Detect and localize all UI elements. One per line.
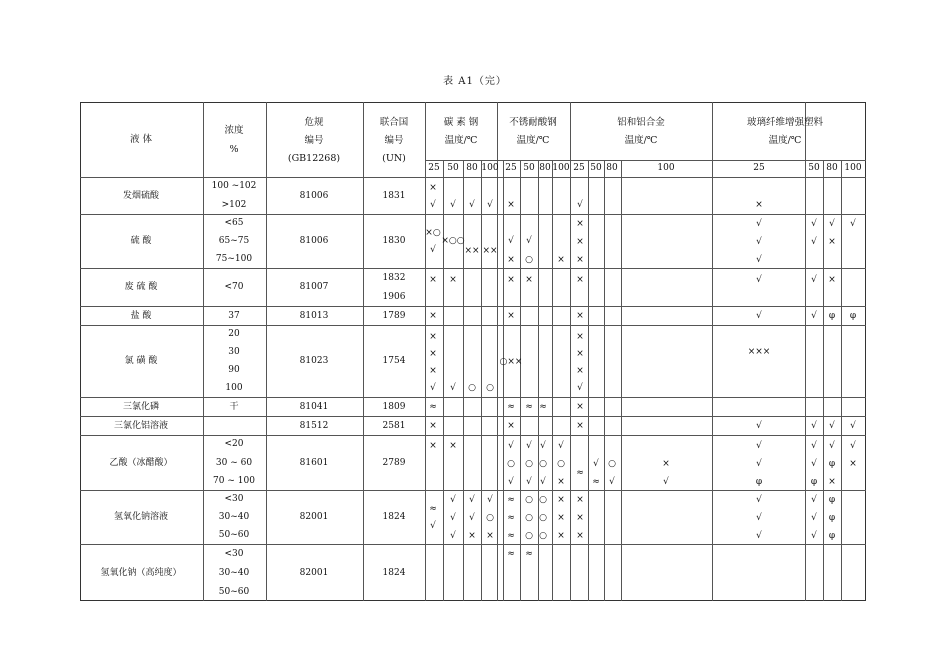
resistance-mark: √: [430, 383, 436, 393]
row-un-number: 1754: [382, 356, 406, 366]
resistance-mark: ○: [507, 459, 515, 469]
resistance-mark: ×: [429, 275, 437, 285]
row-concentration: 90: [228, 365, 240, 375]
resistance-mark: √: [756, 531, 762, 541]
row-liquid-name: 氢氧化钠（高纯度）: [100, 567, 182, 578]
temp-column-divider: [503, 160, 504, 601]
header-stainless-steel: 不锈耐酸钢: [509, 117, 557, 128]
resistance-mark: ≈: [507, 402, 515, 412]
resistance-mark: √: [829, 219, 835, 229]
row-liquid-name: 乙酸（冰醋酸）: [109, 457, 173, 468]
resistance-mark: ××: [464, 246, 480, 256]
header-un-number: 联合国: [379, 117, 409, 128]
resistance-mark: √: [540, 477, 546, 487]
row-concentration: 37: [228, 310, 240, 321]
row-concentration: 30: [228, 347, 240, 357]
row-divider: [80, 544, 866, 545]
row-concentration: 100 ~102: [211, 181, 257, 192]
resistance-mark: √: [811, 219, 817, 229]
resistance-mark: ×: [576, 495, 584, 505]
row-un-number: 2789: [382, 457, 406, 468]
resistance-mark: √: [526, 477, 532, 487]
resistance-mark: √: [811, 531, 817, 541]
resistance-mark: ×: [525, 275, 533, 285]
row-danger-code: 81512: [299, 420, 329, 431]
resistance-mark: √: [508, 236, 514, 246]
temp-header-frp: 25: [753, 163, 765, 173]
row-concentration: 30~40: [218, 567, 250, 578]
temp-column-divider: [520, 160, 521, 601]
header-un-number: (UN): [382, 153, 406, 164]
row-divider: [80, 397, 866, 398]
row-danger-code: 81023: [299, 356, 329, 366]
resistance-mark: √: [811, 311, 817, 321]
temp-header-aluminum: 50: [590, 163, 602, 173]
resistance-mark: √: [577, 383, 583, 393]
resistance-mark: ×: [557, 513, 565, 523]
resistance-mark: √: [756, 495, 762, 505]
row-concentration: <65: [224, 218, 244, 228]
resistance-mark: ≈: [429, 402, 437, 412]
row-un-number: 1809: [382, 401, 406, 412]
resistance-mark: √: [526, 441, 532, 451]
resistance-mark: √: [577, 200, 583, 210]
resistance-mark: √: [450, 383, 456, 393]
resistance-mark: φ: [828, 531, 836, 541]
resistance-mark: φ: [828, 459, 836, 469]
temp-column-divider: [823, 160, 824, 601]
row-divider: [80, 325, 866, 326]
resistance-mark: √: [756, 237, 762, 247]
resistance-mark: √: [430, 245, 436, 255]
resistance-mark: ○: [608, 459, 616, 469]
temp-header-carbon_steel: 100: [481, 163, 499, 173]
row-liquid-name: 盐 酸: [130, 310, 152, 321]
header-danger-code: 危规: [304, 117, 324, 128]
resistance-mark: ×: [507, 275, 515, 285]
resistance-mark: √: [450, 531, 456, 541]
resistance-mark: √: [756, 459, 762, 469]
resistance-mark: ×: [662, 459, 670, 469]
header-danger-code: 编号: [304, 135, 324, 146]
resistance-mark: ×: [507, 311, 515, 321]
resistance-mark: √: [430, 200, 436, 210]
row-concentration: >102: [221, 199, 247, 210]
resistance-mark: √: [526, 236, 532, 246]
resistance-mark: ○: [539, 459, 547, 469]
resistance-mark: ≈: [507, 531, 515, 541]
resistance-mark: √: [756, 311, 762, 321]
row-liquid-name: 废 硫 酸: [124, 282, 158, 292]
resistance-mark: ○: [539, 531, 547, 541]
resistance-mark: ○: [486, 513, 494, 523]
temp-column-divider: [481, 160, 482, 601]
resistance-mark: ×: [468, 531, 476, 541]
resistance-mark: ×: [486, 531, 494, 541]
resistance-mark: √: [756, 513, 762, 523]
temp-header-carbon_steel: 50: [447, 163, 459, 173]
header-stainless-steel-temp: 温度/℃: [516, 135, 550, 146]
resistance-mark: √: [850, 441, 856, 451]
resistance-mark: √: [811, 513, 817, 523]
row-concentration: 20: [228, 329, 240, 339]
row-un-number: 1789: [382, 310, 406, 321]
row-un-number: 1906: [382, 291, 406, 302]
resistance-mark: ×: [576, 255, 584, 265]
header-carbon-steel-temp: 温度/℃: [444, 135, 478, 146]
resistance-mark: ×××: [747, 347, 771, 357]
header-liquid: 液 体: [129, 134, 153, 145]
row-divider: [80, 435, 866, 436]
resistance-mark: √: [609, 477, 615, 487]
row-un-number: 1824: [382, 512, 406, 522]
header-aluminum-temp: 温度/℃: [624, 135, 658, 146]
temp-column-divider: [443, 160, 444, 601]
row-danger-code: 81013: [299, 310, 329, 321]
temp-header-stainless: 50: [523, 163, 535, 173]
row-divider: [80, 490, 866, 491]
resistance-mark: ×: [576, 366, 584, 376]
resistance-mark: √: [756, 219, 762, 229]
resistance-mark: ×: [828, 275, 836, 285]
header-bottom-rule: [80, 177, 866, 178]
temp-header-stainless: 80: [539, 163, 551, 173]
resistance-mark: ×: [429, 183, 437, 193]
resistance-mark: ×: [429, 311, 437, 321]
resistance-mark: ×: [576, 349, 584, 359]
row-un-number: 1832: [382, 272, 406, 283]
resistance-mark: ≈: [576, 468, 584, 478]
resistance-mark: √: [487, 495, 493, 505]
resistance-mark: ×: [449, 441, 457, 451]
temp-column-divider: [588, 160, 589, 601]
row-concentration: 干: [229, 401, 239, 412]
resistance-mark: ×: [429, 332, 437, 342]
row-concentration: 70 ~ 100: [213, 475, 255, 486]
resistance-mark: ×: [576, 219, 584, 229]
resistance-mark: ○: [525, 495, 533, 505]
resistance-mark: √: [811, 459, 817, 469]
resistance-mark: ×: [576, 332, 584, 342]
resistance-mark: √: [811, 275, 817, 285]
resistance-mark: ○: [486, 383, 494, 393]
resistance-mark: ≈: [429, 504, 437, 514]
resistance-mark: ×○○: [441, 236, 465, 246]
row-concentration: <30: [224, 548, 244, 559]
table-caption: 表 A1（完）: [443, 76, 507, 87]
resistance-mark: √: [756, 421, 762, 431]
resistance-mark: ×: [507, 421, 515, 431]
header-carbon-steel: 碳 素 钢: [443, 117, 479, 128]
header-frp-temp: 温度/℃: [768, 135, 802, 146]
resistance-mark: ○: [525, 531, 533, 541]
row-liquid-name: 氢氧化钠溶液: [113, 512, 169, 522]
temp-column-divider: [552, 160, 553, 601]
resistance-mark: ×: [429, 441, 437, 451]
resistance-mark: ○××: [499, 357, 523, 367]
row-danger-code: 81041: [299, 401, 329, 412]
resistance-mark: √: [487, 200, 493, 210]
resistance-mark: ≈: [507, 513, 515, 523]
resistance-mark: √: [811, 441, 817, 451]
resistance-mark: ×: [429, 366, 437, 376]
resistance-mark: √: [850, 421, 856, 431]
row-concentration: <70: [224, 282, 244, 292]
resistance-mark: √: [756, 275, 762, 285]
row-danger-code: 81601: [299, 457, 329, 468]
header-danger-code: (GB12268): [287, 153, 341, 164]
row-un-number: 1831: [382, 190, 406, 201]
resistance-mark: √: [593, 459, 599, 469]
row-liquid-name: 氯 磺 酸: [124, 356, 158, 366]
resistance-mark: ×: [828, 237, 836, 247]
resistance-mark: ×: [557, 531, 565, 541]
resistance-mark: ×: [557, 255, 565, 265]
resistance-mark: √: [469, 513, 475, 523]
row-concentration: 50~60: [218, 586, 250, 597]
resistance-mark: ○: [539, 495, 547, 505]
row-divider: [80, 416, 866, 417]
header-aluminum: 铝和铝合金: [617, 117, 665, 128]
temp-header-aluminum: 80: [606, 163, 618, 173]
resistance-mark: ×: [557, 477, 565, 487]
row-un-number: 1824: [382, 567, 406, 578]
resistance-mark: ×: [849, 459, 857, 469]
header-concentration: 浓度: [224, 125, 244, 136]
temp-column-divider: [604, 160, 605, 601]
resistance-mark: ×: [755, 200, 763, 210]
temp-header-carbon_steel: 80: [466, 163, 478, 173]
row-concentration: 50~60: [218, 530, 250, 540]
resistance-mark: √: [663, 477, 669, 487]
row-divider: [80, 268, 866, 269]
resistance-mark: φ: [755, 477, 763, 487]
resistance-mark: ○: [525, 255, 533, 265]
resistance-mark: √: [540, 441, 546, 451]
row-danger-code: 81007: [299, 282, 329, 292]
row-danger-code: 82001: [299, 512, 329, 522]
temp-header-stainless: 100: [552, 163, 570, 173]
row-concentration: 30 ~ 60: [215, 457, 253, 468]
temp-header-frp: 50: [808, 163, 820, 173]
resistance-mark: ×: [507, 200, 515, 210]
resistance-mark: ×: [429, 421, 437, 431]
temp-header-aluminum: 25: [573, 163, 585, 173]
resistance-mark: ≈: [507, 549, 515, 559]
resistance-mark: √: [450, 200, 456, 210]
resistance-mark: ×: [576, 513, 584, 523]
resistance-mark: ○: [557, 459, 565, 469]
resistance-mark: ≈: [539, 402, 547, 412]
resistance-mark: ×: [576, 311, 584, 321]
header-un-number: 编号: [384, 135, 404, 146]
resistance-mark: ×: [429, 349, 437, 359]
resistance-mark: ×: [828, 477, 836, 487]
resistance-mark: φ: [828, 311, 836, 321]
resistance-mark: ×: [576, 237, 584, 247]
resistance-mark: ×: [557, 495, 565, 505]
resistance-mark: ×: [507, 255, 515, 265]
resistance-mark: ×: [576, 402, 584, 412]
header-frp: 玻璃纤维增强塑料: [746, 117, 824, 128]
resistance-mark: √: [811, 237, 817, 247]
resistance-mark: √: [430, 521, 436, 531]
resistance-mark: √: [829, 441, 835, 451]
resistance-mark: ×: [576, 421, 584, 431]
temp-header-frp: 100: [844, 163, 862, 173]
resistance-mark: √: [450, 495, 456, 505]
row-liquid-name: 硫 酸: [130, 236, 152, 246]
resistance-mark: √: [508, 441, 514, 451]
row-concentration: 65~75: [218, 236, 250, 246]
resistance-mark: √: [469, 495, 475, 505]
resistance-mark: φ: [828, 513, 836, 523]
resistance-mark: φ: [849, 311, 857, 321]
row-liquid-name: 三氯化铝溶液: [113, 420, 169, 431]
row-concentration: 30~40: [218, 512, 250, 522]
subheader-divider: [425, 160, 866, 161]
resistance-mark: √: [558, 441, 564, 451]
row-concentration: 75~100: [215, 254, 253, 264]
resistance-mark: ×: [576, 531, 584, 541]
resistance-mark: √: [850, 219, 856, 229]
row-divider: [80, 214, 866, 215]
row-danger-code: 81006: [299, 236, 329, 246]
resistance-mark: √: [811, 421, 817, 431]
row-concentration: 100: [225, 383, 243, 393]
resistance-mark: φ: [810, 477, 818, 487]
resistance-mark: ×○: [425, 228, 441, 238]
resistance-mark: ○: [525, 513, 533, 523]
resistance-mark: ≈: [525, 402, 533, 412]
temp-column-divider: [463, 160, 464, 601]
resistance-mark: ×: [576, 275, 584, 285]
resistance-mark: ××: [482, 246, 498, 256]
temp-header-aluminum: 100: [657, 163, 675, 173]
resistance-mark: ○: [539, 513, 547, 523]
temp-header-carbon_steel: 25: [428, 163, 440, 173]
resistance-mark: √: [508, 477, 514, 487]
resistance-mark: ≈: [507, 495, 515, 505]
row-danger-code: 82001: [299, 567, 329, 578]
resistance-mark: ×: [449, 275, 457, 285]
resistance-mark: ≈: [592, 477, 600, 487]
row-concentration: <20: [224, 439, 244, 450]
row-un-number: 1830: [382, 236, 406, 246]
resistance-mark: √: [756, 441, 762, 451]
temp-header-stainless: 25: [505, 163, 517, 173]
resistance-mark: φ: [828, 495, 836, 505]
resistance-mark: ○: [525, 459, 533, 469]
row-divider: [80, 306, 866, 307]
resistance-mark: √: [469, 200, 475, 210]
resistance-mark: ○: [468, 383, 476, 393]
temp-column-divider: [621, 160, 622, 601]
resistance-mark: √: [829, 421, 835, 431]
resistance-mark: √: [450, 513, 456, 523]
row-liquid-name: 发烟硫酸: [122, 190, 160, 201]
resistance-mark: √: [756, 255, 762, 265]
row-concentration: <30: [224, 494, 244, 504]
resistance-mark: √: [811, 495, 817, 505]
temp-header-frp: 80: [826, 163, 838, 173]
row-liquid-name: 三氯化磷: [122, 401, 160, 412]
row-danger-code: 81006: [299, 190, 329, 201]
temp-column-divider: [841, 160, 842, 601]
resistance-mark: ≈: [525, 549, 533, 559]
row-un-number: 2581: [382, 420, 406, 431]
header-concentration-unit: %: [229, 144, 239, 155]
